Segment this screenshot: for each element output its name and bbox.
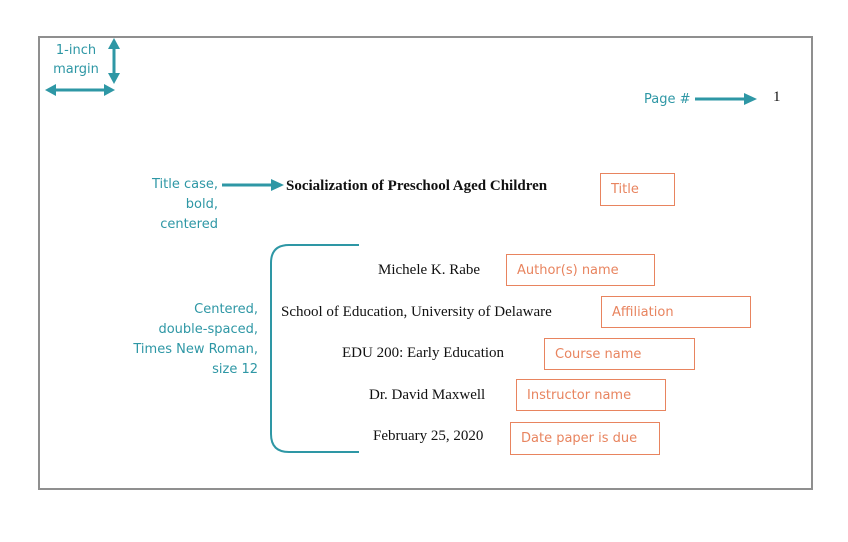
page-number: 1 [773, 89, 781, 105]
affiliation-line: School of Education, University of Delaware [281, 304, 552, 320]
title-format-note [140, 175, 218, 235]
title-arrow-icon [222, 179, 284, 191]
margin-note [48, 41, 104, 79]
affiliation-label: Affiliation [601, 296, 751, 328]
instructor-label: Instructor name [516, 379, 666, 411]
format-note-line: size 12 [212, 362, 258, 377]
title-label: Title [600, 173, 675, 206]
vertical-margin-arrow-icon [108, 38, 120, 84]
paper-title: Socialization of Preschool Aged Children [286, 178, 548, 194]
course-label: Course name [544, 338, 695, 370]
title-note-line: Title case, [151, 177, 218, 192]
author-label: Author(s) name [506, 254, 655, 286]
course-line: EDU 200: Early Education [342, 345, 505, 361]
margin-note-line: margin [53, 62, 99, 77]
instructor-line: Dr. David Maxwell [369, 387, 486, 403]
page-number-note: Page # [644, 92, 691, 107]
due-date-label: Date paper is due [510, 422, 660, 455]
body-format-note [120, 300, 258, 380]
page-number-arrow-icon [695, 93, 757, 105]
author-line: Michele K. Rabe [378, 262, 481, 278]
due-date-line: February 25, 2020 [373, 428, 484, 444]
format-note-line: Centered, [194, 302, 258, 317]
format-note-line: double-spaced, [158, 322, 258, 337]
margin-note-line: 1-inch [55, 43, 97, 58]
title-note-line: bold, [185, 197, 218, 212]
format-note-line: Times New Roman, [133, 342, 258, 357]
title-note-line: centered [160, 217, 218, 232]
horizontal-margin-arrow-icon [45, 84, 115, 96]
